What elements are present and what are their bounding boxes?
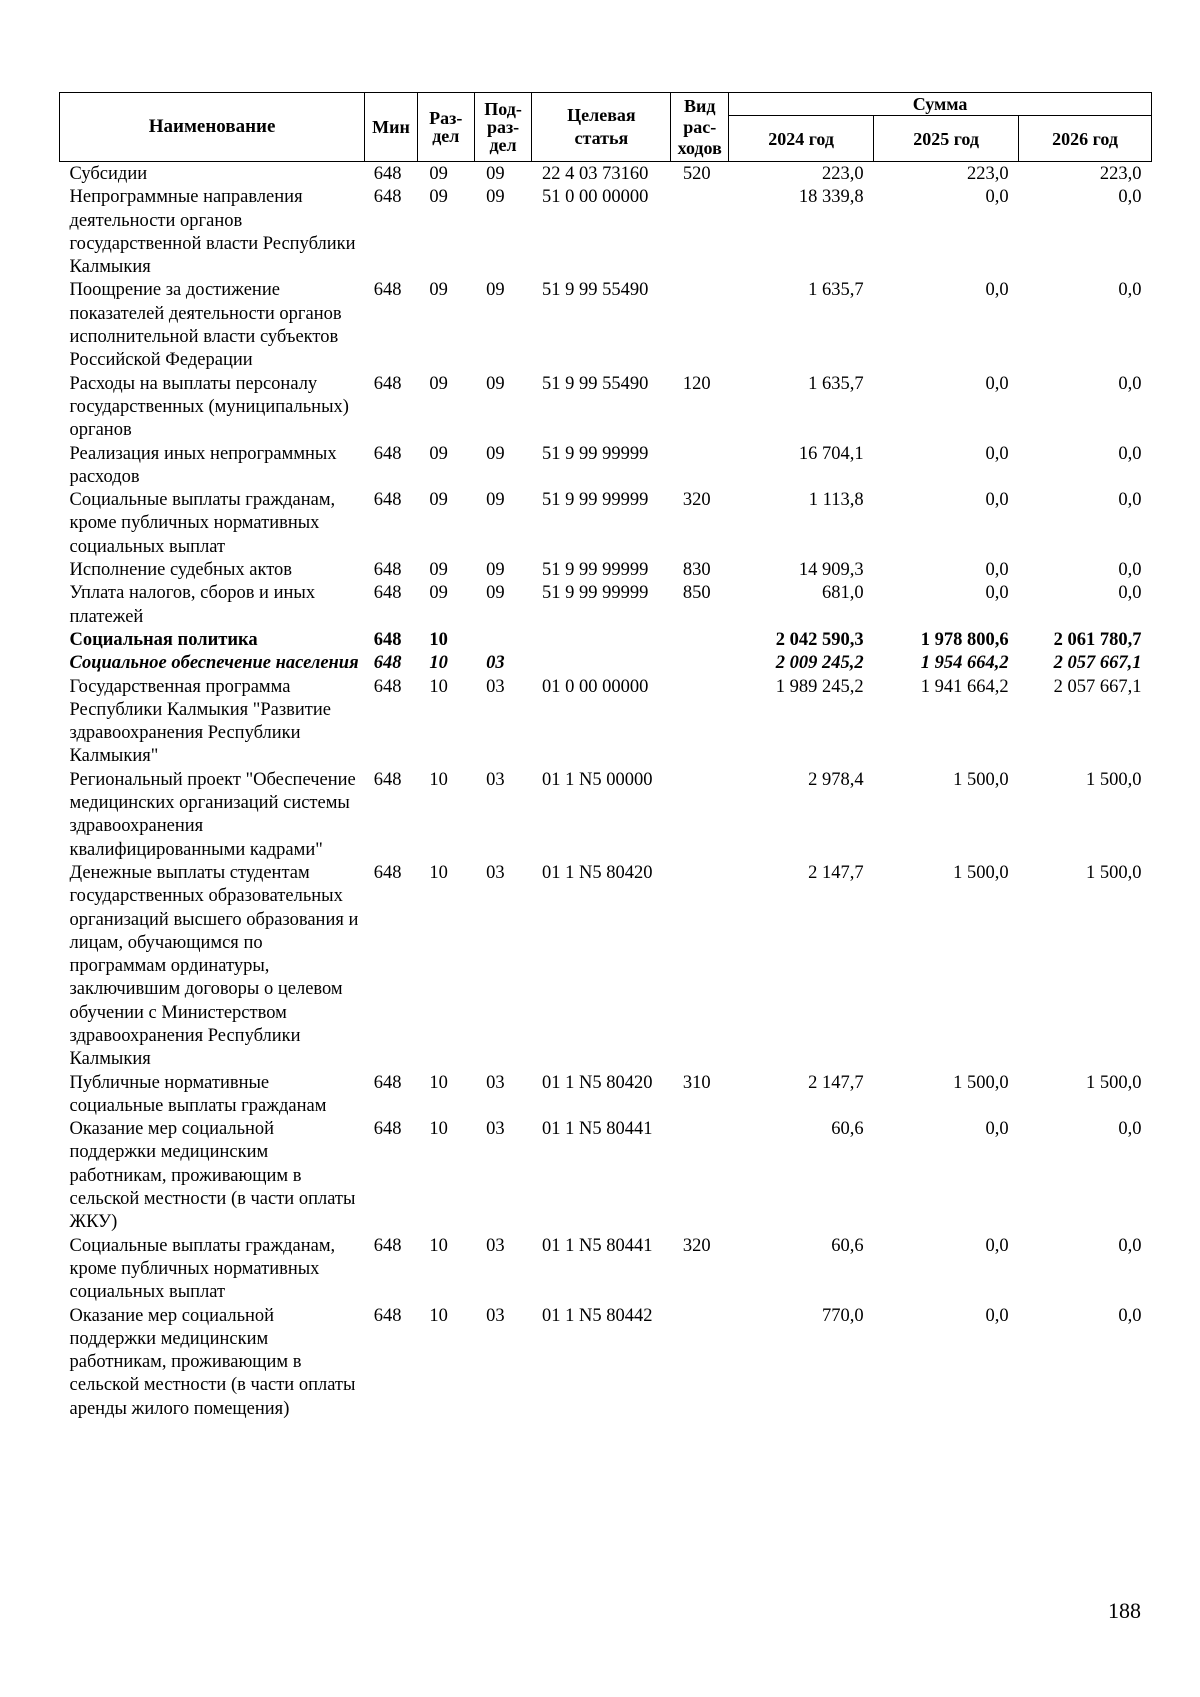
row-celevaya-statya: 01 1 N5 00000 [541,769,653,790]
row-celevaya-statya: 01 1 N5 80420 [541,862,653,883]
row-vid-rashodov: 830 [682,560,711,581]
row-name: Исполнение судебных актов [69,560,293,581]
row-sum-2026: 1 500,0 [1086,769,1142,790]
row-vid-rashodov: 850 [682,583,711,604]
row-min: 648 [373,1305,402,1326]
row-name: Социальное обеспечение населения [69,653,359,674]
row-sum-2026: 223,0 [1099,164,1142,184]
row-celevaya-statya: 51 9 99 99999 [541,583,649,604]
row-sum-2024: 60,6 [831,1235,864,1256]
row-vid-rashodov [671,652,729,675]
row-min: 648 [373,373,402,394]
table-row [60,559,1152,582]
row-celevaya-statya: 01 1 N5 80420 [541,1072,653,1093]
row-sum-2025: 0,0 [985,187,1009,208]
row-sum-2026: 0,0 [1118,490,1142,511]
table-row [60,862,1152,1072]
row-podrazdel: 09 [486,187,505,208]
row-name: Публичные нормативные социальные выплаты гражданам [69,1072,327,1116]
row-vid-rashodov [671,1305,729,1421]
row-name: Государственная программа Республики Калмыкия "Развитие здравоохранения Республики Калмыкия" [69,676,331,767]
row-sum-2024: 1 635,7 [808,373,864,394]
row-razdel: 10 [429,862,448,883]
row-min: 648 [373,653,402,674]
row-sum-2026: 0,0 [1118,1235,1142,1256]
row-celevaya-statya: 01 1 N5 80442 [541,1305,653,1326]
row-vid-rashodov [671,676,729,769]
row-min: 648 [373,1235,402,1256]
row-sum-2025: 1 500,0 [953,862,1009,883]
row-vid-rashodov [671,186,729,279]
row-podrazdel: 03 [486,769,505,790]
row-sum-2026: 0,0 [1118,443,1142,464]
row-sum-2026: 0,0 [1118,583,1142,604]
row-sum-2024: 2 147,7 [808,1072,864,1093]
row-sum-2026: 0,0 [1118,187,1142,208]
row-podrazdel: 09 [486,280,505,301]
row-sum-2025: 0,0 [985,560,1009,581]
row-vid-rashodov: 310 [682,1072,711,1093]
row-sum-2026: 2 057 667,1 [1053,653,1142,674]
row-sum-2024: 770,0 [821,1305,864,1326]
row-razdel: 10 [429,1235,448,1256]
row-podrazdel: 03 [486,1119,505,1140]
row-podrazdel: 03 [486,676,505,697]
row-min: 648 [373,769,402,790]
table-row [60,186,1152,279]
row-name: Уплата налогов, сборов и иных платежей [69,583,316,627]
row-sum-2025: 0,0 [985,443,1009,464]
header-name: Наименование [60,93,365,162]
row-razdel: 09 [429,443,448,464]
row-name: Поощрение за достижение показателей деятельности органов исполнительной власти субъектов Российской Федерации [69,280,342,371]
header-podrazdel: Под- раз- дел [474,93,532,162]
row-sum-2025: 1 500,0 [953,769,1009,790]
table-row [60,1305,1152,1421]
page-number: 188 [1108,1598,1141,1623]
row-name: Социальная политика [69,629,258,650]
row-sum-2024: 18 339,8 [798,187,864,208]
row-min: 648 [373,1072,402,1093]
row-celevaya-statya: 01 1 N5 80441 [541,1235,653,1256]
row-sum-2024: 1 989 245,2 [775,676,864,697]
row-name: Региональный проект "Обеспечение медицинских организаций системы здравоохранения квалифицированными кадрами" [69,769,356,860]
row-name: Социальные выплаты гражданам, кроме публичных нормативных социальных выплат [69,1235,336,1303]
row-min: 648 [373,560,402,581]
row-sum-2025: 0,0 [985,583,1009,604]
row-sum-2025: 0,0 [985,280,1009,301]
row-sum-2026: 1 500,0 [1086,1072,1142,1093]
row-podrazdel: 09 [486,583,505,604]
row-name: Субсидии [69,164,148,184]
row-razdel: 09 [429,280,448,301]
row-name: Оказание мер социальной поддержки медицинским работникам, проживающим в сельской местности (в части оплаты аренды жилого помещения) [69,1305,356,1419]
row-vid-rashodov: 320 [682,1235,711,1256]
row-sum-2026: 1 500,0 [1086,862,1142,883]
row-podrazdel: 03 [486,1072,505,1093]
row-sum-2024: 2 042 590,3 [775,629,864,650]
header-vid-rashodov: Вид рас- ходов [671,93,729,162]
row-razdel: 10 [429,1072,448,1093]
row-sum-2024: 2 978,4 [808,769,864,790]
row-razdel: 09 [429,490,448,511]
row-sum-2024: 14 909,3 [798,560,864,581]
row-celevaya-statya: 51 9 99 99999 [541,443,649,464]
row-podrazdel: 09 [486,373,505,394]
header-year-2025: 2025 год [874,116,1019,162]
row-podrazdel: 09 [486,490,505,511]
row-celevaya-statya [532,629,671,652]
row-podrazdel [474,629,532,652]
row-sum-2024: 16 704,1 [798,443,864,464]
row-sum-2024: 60,6 [831,1119,864,1140]
row-celevaya-statya: 01 1 N5 80441 [541,1119,653,1140]
table-row [60,279,1152,372]
row-name: Денежные выплаты студентам государственных образовательных организаций высшего образования и лицам, обучающимся по программам ординатуры, заключившим договоры о целевом обучении с Министерством здравоохранения Республики Калмыкия [69,862,359,1070]
header-min: Мин [365,93,418,162]
row-sum-2024: 2 147,7 [808,862,864,883]
row-vid-rashodov [671,279,729,372]
row-name: Непрограммные направления деятельности органов государственной власти Республики Калмыкия [69,187,356,278]
row-razdel: 09 [429,560,448,581]
table-row [60,629,1152,652]
budget-table [59,92,1152,1421]
table-row [60,582,1152,629]
row-sum-2024: 1 113,8 [808,490,864,511]
row-vid-rashodov [671,769,729,862]
row-sum-2025: 223,0 [966,164,1009,184]
row-vid-rashodov: 120 [682,373,711,394]
row-min: 648 [373,443,402,464]
table-row [60,676,1152,769]
row-sum-2026: 0,0 [1118,373,1142,394]
row-min: 648 [373,164,402,184]
row-celevaya-statya: 51 9 99 55490 [541,373,649,394]
table-row [60,652,1152,675]
table-row [60,443,1152,490]
row-sum-2024: 1 635,7 [808,280,864,301]
table-row [60,373,1152,443]
row-vid-rashodov [671,443,729,490]
row-name: Расходы на выплаты персоналу государственных (муниципальных) органов [69,373,349,441]
row-podrazdel: 03 [486,1305,505,1326]
table-header [60,93,1152,162]
row-celevaya-statya: 51 9 99 99999 [541,560,649,581]
budget-table-page [59,92,1152,1421]
row-razdel: 09 [429,373,448,394]
header-celevaya-statya: Целевая статья [532,93,671,162]
row-sum-2026: 0,0 [1118,280,1142,301]
row-razdel: 10 [429,653,448,674]
header-year-2024: 2024 год [729,116,874,162]
header-razdel: Раз- дел [417,93,474,162]
row-razdel: 09 [429,164,448,184]
row-min: 648 [373,280,402,301]
row-podrazdel: 09 [486,443,505,464]
table-body [60,162,1152,1422]
row-podrazdel: 03 [486,862,505,883]
row-sum-2026: 0,0 [1118,1305,1142,1326]
row-sum-2024: 223,0 [821,164,864,184]
row-vid-rashodov [671,629,729,652]
row-name: Оказание мер социальной поддержки медицинским работникам, проживающим в сельской местности (в части оплаты ЖКУ) [69,1119,356,1233]
row-vid-rashodov: 520 [682,164,711,184]
row-min: 648 [373,862,402,883]
row-sum-2025: 1 978 800,6 [920,629,1009,650]
row-min: 648 [373,583,402,604]
row-razdel: 09 [429,187,448,208]
row-sum-2025: 0,0 [985,1119,1009,1140]
row-sum-2026: 0,0 [1118,1119,1142,1140]
row-sum-2024: 681,0 [821,583,864,604]
table-row [60,162,1152,187]
row-sum-2024: 2 009 245,2 [775,653,864,674]
table-row [60,1072,1152,1119]
row-sum-2026: 2 057 667,1 [1053,676,1142,697]
row-name: Социальные выплаты гражданам, кроме публичных нормативных социальных выплат [69,490,336,557]
row-min: 648 [373,629,402,650]
row-podrazdel: 03 [486,1235,505,1256]
row-celevaya-statya: 51 9 99 55490 [541,280,649,301]
row-vid-rashodov: 320 [682,490,711,511]
row-razdel: 09 [429,583,448,604]
row-razdel: 10 [429,1305,448,1326]
row-podrazdel: 03 [486,653,505,674]
row-name: Реализация иных непрограммных расходов [69,443,337,487]
row-min: 648 [373,187,402,208]
row-sum-2025: 1 500,0 [953,1072,1009,1093]
row-celevaya-statya: 51 0 00 00000 [541,187,649,208]
row-podrazdel: 09 [486,560,505,581]
row-razdel: 10 [429,629,448,650]
row-sum-2026: 0,0 [1118,560,1142,581]
row-celevaya-statya: 22 4 03 73160 [541,164,649,184]
row-min: 648 [373,1119,402,1140]
row-razdel: 10 [429,1119,448,1140]
row-sum-2025: 1 941 664,2 [920,676,1009,697]
row-sum-2026: 2 061 780,7 [1053,629,1142,650]
row-razdel: 10 [429,769,448,790]
row-podrazdel: 09 [486,164,505,184]
table-row [60,769,1152,862]
row-sum-2025: 1 954 664,2 [920,653,1009,674]
table-row [60,1118,1152,1234]
header-year-2026: 2026 год [1019,116,1152,162]
row-min: 648 [373,490,402,511]
row-vid-rashodov [671,1118,729,1234]
table-row [60,489,1152,559]
row-sum-2025: 0,0 [985,373,1009,394]
row-vid-rashodov [671,862,729,1072]
table-row [60,1235,1152,1305]
header-summa: Сумма [729,93,1152,116]
row-sum-2025: 0,0 [985,490,1009,511]
row-sum-2025: 0,0 [985,1235,1009,1256]
row-razdel: 10 [429,676,448,697]
row-celevaya-statya: 01 0 00 00000 [541,676,649,697]
row-celevaya-statya [532,652,671,675]
row-min: 648 [373,676,402,697]
row-celevaya-statya: 51 9 99 99999 [541,490,649,511]
row-sum-2025: 0,0 [985,1305,1009,1326]
